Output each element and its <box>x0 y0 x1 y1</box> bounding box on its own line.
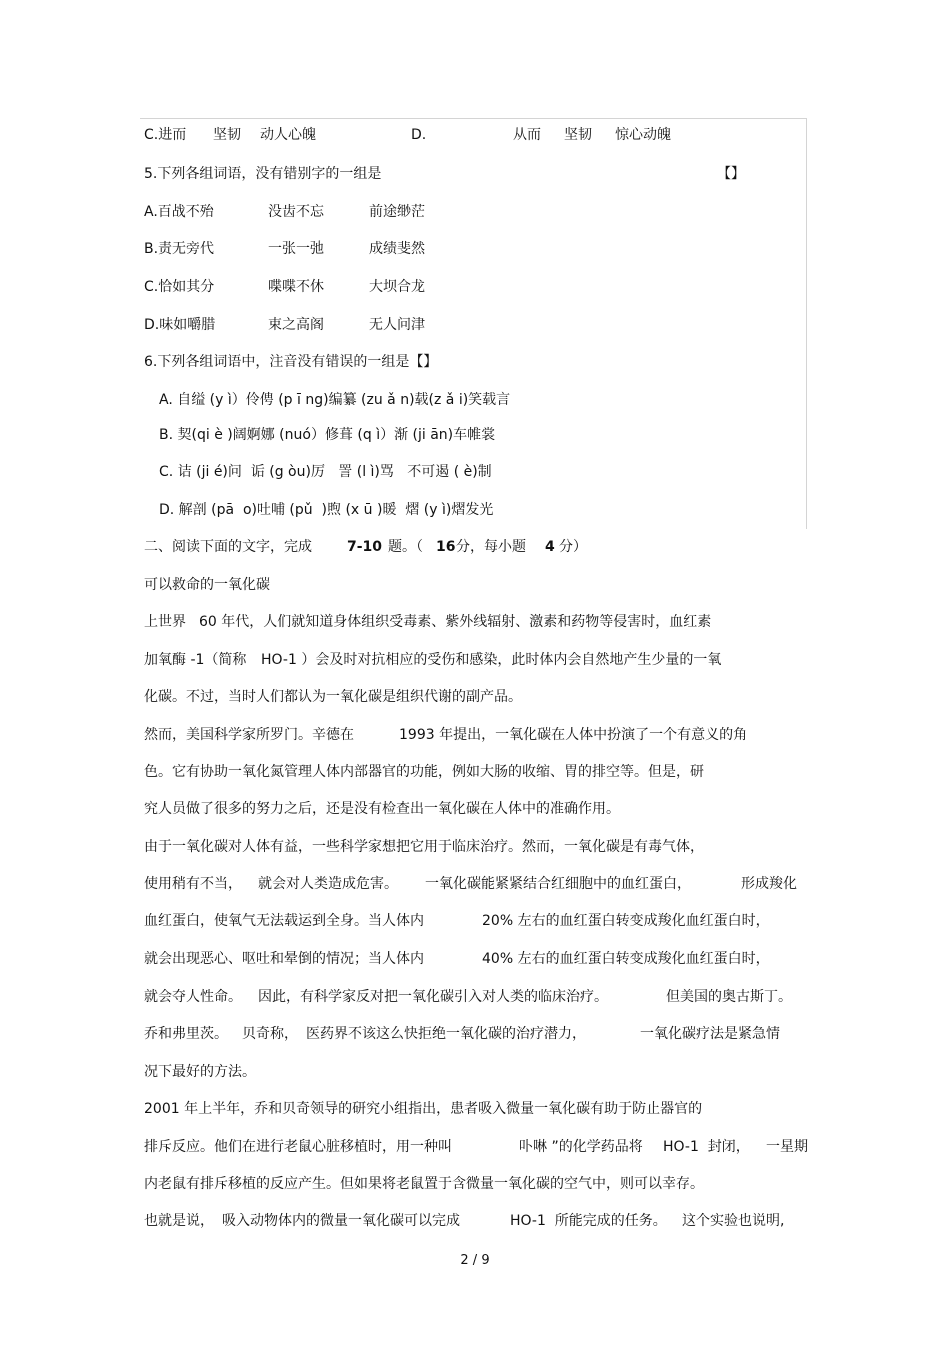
q5-option-a-label: A.百战不殆 <box>144 204 214 220</box>
article-line: 上世界 <box>144 614 186 630</box>
section-heading-part4: 分） <box>559 539 587 555</box>
article-line: HO-1 ）会及时对抗相应的受伤和感染，此时体内会自然地产生少量的一氧 <box>261 652 722 668</box>
article-line: 乔和弗里茨。 <box>144 1026 228 1042</box>
q5-stem: 5.下列各组词语，没有错别字的一组是 <box>144 166 382 182</box>
q5-option-a-word3: 前途缈茫 <box>369 204 425 220</box>
q4-option-d-label: D. <box>411 127 427 143</box>
article-line: 究人员做了很多的努力之后，还是没有检查出一氧化碳在人体中的准确作用。 <box>144 801 620 817</box>
section-heading-score: 16 <box>436 539 456 555</box>
q5-option-b-label: B.责无旁代 <box>144 241 215 257</box>
article-line: 就会对人类造成危害。 <box>258 876 398 892</box>
article-line: 一氧化碳能紧紧结合红细胞中的血红蛋白， <box>425 876 691 892</box>
article-line: 排斥反应。他们在进行老鼠心脏移植时，用一种叫 <box>144 1139 452 1155</box>
article-line: 卟啉 ”的化学药品将 <box>519 1139 643 1155</box>
q6-option-a: A. 自缢 (y ì）伶俜 (p ī ng)编纂 (zu ǎ n)载(z ǎ i)笑载言 <box>159 392 511 408</box>
q5-option-b-word2: 一张一弛 <box>268 241 324 257</box>
q5-option-d-label: D.味如嚼腊 <box>144 317 216 333</box>
article-line: 就会夺人性命。 <box>144 989 242 1005</box>
q6-option-d: D. 解剖 (pā o)吐哺 (pǔ )煦 (x ū )暖 熠 (y ì)熠发光 <box>159 502 494 518</box>
article-line: 因此，有科学家反对把一氧化碳引入对人类的临床治疗。 <box>258 989 608 1005</box>
q6-stem: 6.下列各组词语中，注音没有错误的一组是【】 <box>144 354 438 370</box>
article-line: 血红蛋白，使氧气无法载运到全身。当人体内 <box>144 913 424 929</box>
article-line: 由于一氧化碳对人体有益，一些科学家想把它用于临床治疗。然而，一氧化碳是有毒气体， <box>144 839 704 855</box>
article-line: 一氧化碳疗法是紧急情 <box>640 1026 780 1042</box>
article-title: 可以救命的一氧化碳 <box>144 577 270 593</box>
q5-answer-bracket: 【】 <box>717 166 745 182</box>
section-heading-part2: 题。（ <box>388 539 423 555</box>
article-line: 然而，美国科学家所罗门。辛德在 <box>144 727 354 743</box>
q5-option-c-word3: 大坝合龙 <box>369 279 425 295</box>
article-line: 1993 年提出，一氧化碳在人体中扮演了一个有意义的角 <box>399 727 748 743</box>
q4-option-d-word3: 惊心动魄 <box>615 127 671 143</box>
section-heading-each-score: 4 <box>545 539 555 555</box>
section-heading-range: 7-10 <box>347 539 383 555</box>
article-line: 40% 左右的血红蛋白转变成羧化血红蛋白时， <box>482 951 770 967</box>
q4-option-d-word1: 从而 <box>513 127 541 143</box>
article-line: 就会出现恶心、呕吐和晕倒的情况；当人体内 <box>144 951 424 967</box>
article-line: 内老鼠有排斥移植的反应产生。但如果将老鼠置于含微量一氧化碳的空气中，则可以幸存。 <box>144 1176 704 1192</box>
q4-option-d-word2: 坚韧 <box>564 127 592 143</box>
article-line: 况下最好的方法。 <box>144 1064 256 1080</box>
article-line: 化碳。不过，当时人们都认为一氧化碳是组织代谢的副产品。 <box>144 689 522 705</box>
article-line: HO-1 所能完成的任务。 <box>510 1213 667 1229</box>
q4-option-c-word1: 坚韧 <box>213 127 241 143</box>
article-line: 2001 年上半年，乔和贝奇领导的研究小组指出，患者吸入微量一氧化碳有助于防止器官的 <box>144 1101 703 1117</box>
q5-option-a-word2: 没齿不忘 <box>268 204 324 220</box>
q6-option-c: C. 诘 (ji é)问 诟 (g òu)厉 詈 (l ì)骂 不可遏 ( è)制 <box>159 464 492 480</box>
article-line: 色。它有协助一氧化氮管理人体内部器官的功能，例如大肠的收缩、胃的排空等。但是，研 <box>144 764 704 780</box>
article-line: 但美国的奥古斯丁。 <box>666 989 792 1005</box>
article-line: 加氧酶 -1（简称 <box>144 652 247 668</box>
article-line: 也就是说， <box>144 1213 214 1229</box>
q4-option-c-word2: 动人心魄 <box>260 127 316 143</box>
q4-option-c-label: C.进而 <box>144 127 187 143</box>
q5-option-b-word3: 成绩斐然 <box>369 241 425 257</box>
article-line: 贝奇称， <box>242 1026 298 1042</box>
article-line: 60 年代，人们就知道身体组织受毒素、紫外线辐射、激素和药物等侵害时，血红素 <box>199 614 712 630</box>
q6-option-b: B. 契(qi è )阔婀娜 (nuó）修葺 (q ì）渐 (ji ān)车帷裳 <box>159 427 496 443</box>
q5-option-d-word3: 无人问津 <box>369 317 425 333</box>
page-number: 2 / 9 <box>460 1253 490 1268</box>
article-line: 吸入动物体内的微量一氧化碳可以完成 <box>222 1213 460 1229</box>
article-line: 这个实验也说明, <box>682 1213 785 1229</box>
q5-option-d-word2: 束之高阁 <box>268 317 324 333</box>
section-heading-part3: 分，每小题 <box>456 539 526 555</box>
q5-option-c-label: C.恰如其分 <box>144 279 215 295</box>
article-line: 医药界不该这么快拒绝一氧化碳的治疗潜力， <box>306 1026 586 1042</box>
article-line: 形成羧化 <box>741 876 797 892</box>
article-line: HO-1 封闭， <box>663 1139 750 1155</box>
article-line: 一星期 <box>766 1139 808 1155</box>
q5-option-c-word2: 喋喋不休 <box>268 279 324 295</box>
article-line: 20% 左右的血红蛋白转变成羧化血红蛋白时， <box>482 913 770 929</box>
section-heading-part1: 二、阅读下面的文字，完成 <box>144 539 312 555</box>
article-line: 使用稍有不当， <box>144 876 242 892</box>
